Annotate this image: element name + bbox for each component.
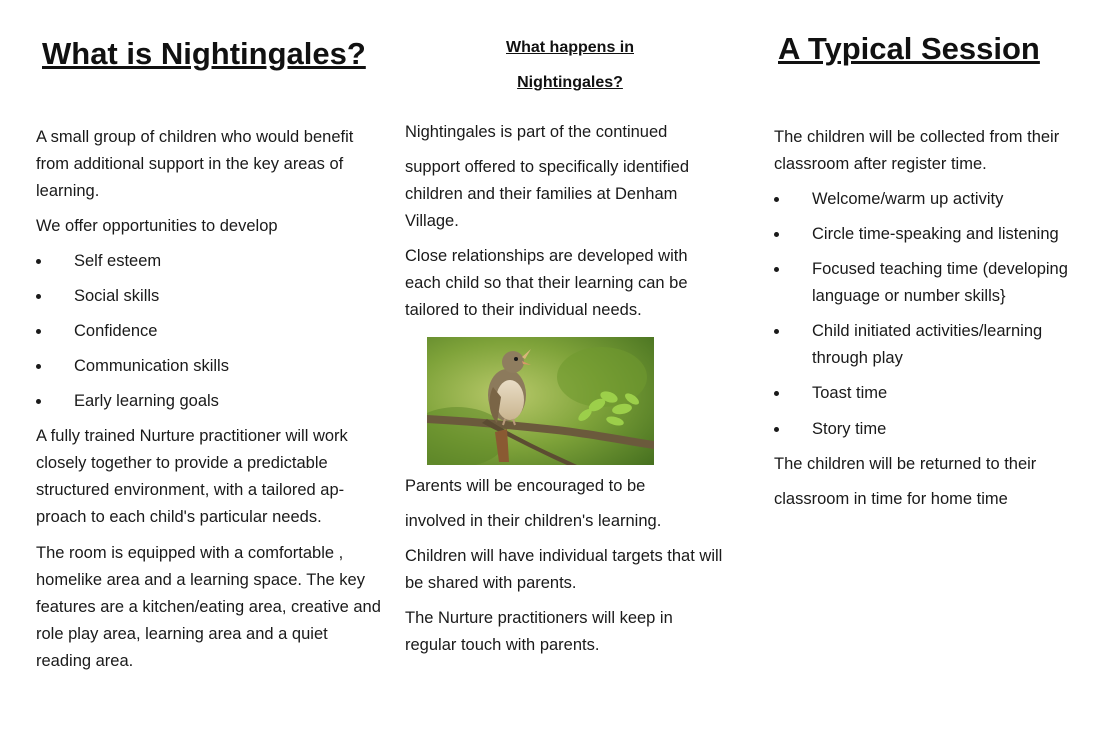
offer-paragraph: We offer opportunities to develop — [36, 217, 278, 235]
heading-line-1: What happens in — [506, 39, 634, 56]
development-list — [36, 248, 386, 423]
paragraph-support: support offered to specifically identified children and their families at Denham Village. — [405, 158, 690, 230]
bullet-icon — [36, 399, 41, 404]
session-activities-list — [774, 186, 1094, 451]
session-outro-line-2: classroom in time for home time — [774, 490, 1008, 508]
list-item: Focused teaching time (developing language or number skills} — [774, 256, 1094, 318]
bullet-icon — [774, 232, 779, 237]
nightingale-bird-icon — [427, 337, 654, 465]
list-item: Welcome/warm up activity — [774, 186, 1094, 221]
intro-paragraph: A small group of children who would benefit from additional support in the key areas of learning. — [36, 128, 354, 200]
list-item: Toast time — [774, 380, 1094, 416]
nightingale-photo — [427, 337, 654, 465]
bullet-icon — [774, 427, 779, 432]
paragraph-relationships: Close relationships are developed with each child so that their learning can be tailored to their individual needs. — [405, 247, 688, 319]
list-item: Communication skills — [36, 353, 386, 388]
paragraph-parents-encouraged: Parents will be encouraged to be — [405, 477, 646, 495]
bullet-icon — [36, 259, 41, 264]
list-item: Early learning goals — [36, 388, 386, 423]
list-item: Story time — [774, 416, 1094, 451]
heading-line-2: Nightingales? — [517, 74, 623, 91]
list-item: Child initiated activities/learning through play — [774, 318, 1094, 380]
paragraph-continued: Nightingales is part of the continued — [405, 123, 668, 141]
list-item: Self esteem — [36, 248, 386, 283]
heading-what-happens — [490, 30, 650, 100]
bullet-icon — [36, 364, 41, 369]
room-paragraph: The room is equipped with a comfortable , homelike area and a learning space. The key features are a kitchen/eating area, creative and role play area, learning area and a quiet reading area. — [36, 544, 381, 670]
session-intro-paragraph: The children will be collected from their classroom after register time. — [774, 128, 1060, 173]
paragraph-targets: Children will have individual targets that will be shared with parents. — [405, 547, 723, 592]
practitioner-paragraph: A fully trained Nurture practitioner will work closely together to provide a predictable structured environment, with a tailored ap-proach to each child's particular needs. — [36, 427, 348, 526]
list-item: Circle time-speaking and listening — [774, 221, 1094, 256]
heading-typical-session: A Typical Session — [778, 31, 1040, 66]
session-outro-line-1: The children will be returned to their — [774, 455, 1037, 473]
bullet-icon — [774, 391, 779, 396]
bullet-icon — [774, 329, 779, 334]
bullet-icon — [36, 329, 41, 334]
heading-what-is-nightingales: What is Nightingales? — [42, 36, 366, 71]
list-item: Social skills — [36, 283, 386, 318]
paragraph-keep-in-touch: The Nurture practitioners will keep in regular touch with parents. — [405, 609, 673, 654]
list-item: Confidence — [36, 318, 386, 353]
bullet-icon — [36, 294, 41, 299]
bullet-icon — [774, 267, 779, 272]
paragraph-involved: involved in their children's learning. — [405, 512, 662, 530]
bullet-icon — [774, 197, 779, 202]
